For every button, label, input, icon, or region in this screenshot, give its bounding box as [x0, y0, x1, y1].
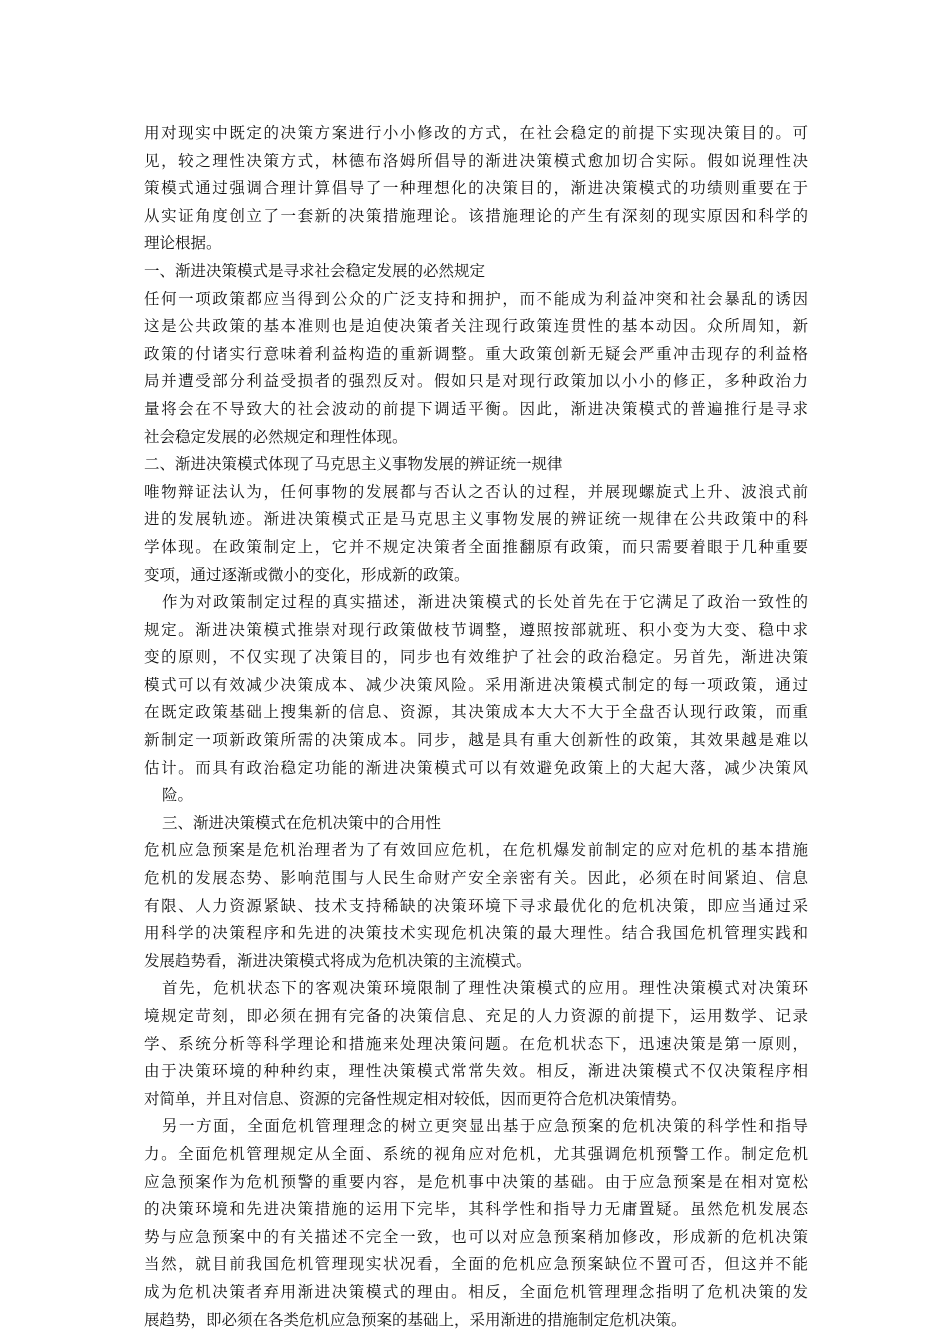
text-line: 危机应急预案是危机治理者为了有效回应危机，在危机爆发前制定的应对危机的基本措施	[144, 841, 808, 860]
text-line: 成为危机决策者弃用渐进决策模式的理由。相反，全面危机管理理念指明了危机决策的发	[144, 1282, 808, 1301]
text-line: 变项，通过逐渐或微小的变化，形成新的政策。	[144, 565, 470, 584]
text-line: 局并遭受部分利益受损者的强烈反对。假如只是对现行政策加以小小的修正，多种政治力	[144, 372, 808, 391]
text-line: 境规定苛刻，即必须在拥有完备的决策信息、充足的人力资源的前提下，运用数学、记录	[144, 1007, 808, 1025]
text-line: 从实证角度创立了一套新的决策措施理论。该措施理论的产生有深刻的现实原因和科学的	[144, 206, 808, 225]
text-line: 学体现。在政策制定上，它并不规定决策者全面推翻原有政策，而只需要着眼于几种重要	[144, 537, 808, 556]
text-line: 规定。渐进决策模式推崇对现行政策做枝节调整，遵照按部就班、积小变为大变、稳中求	[144, 620, 808, 639]
text-line: 势与应急预案中的有关描述不完全一致，也可以对应急预案稍加修改，形成新的危机决策	[144, 1227, 808, 1246]
text-line: 任何一项政策都应当得到公众的广泛支持和拥护，而不能成为利益冲突和社会暴乱的诱因	[144, 289, 808, 308]
text-line: 这是公共政策的基本准则也是迫使决策者关注现行政策连贯性的基本动因。众所周知，新	[144, 317, 808, 336]
text-line: 见，较之理性决策方式，林德布洛姆所倡导的渐进决策模式愈加切合实际。假如说理性决	[144, 151, 808, 170]
text-line: 用对现实中既定的决策方案进行小小修改的方式，在社会稳定的前提下实现决策目的。可	[144, 124, 808, 142]
text-line: 的决策环境和先进决策措施的运用下完毕，其科学性和指导力无庸置疑。虽然危机发展态	[144, 1200, 808, 1219]
text-line: 应急预案作为危机预警的重要内容，是危机事中决策的基础。由于应急预案是在相对宽松	[144, 1172, 808, 1191]
text-line: 进的发展轨迹。渐进决策模式正是马克思主义事物发展的辨证统一规律在公共政策中的科	[144, 510, 808, 529]
text-line: 三、渐进决策模式在危机决策中的合用性	[162, 813, 442, 832]
text-line: 由于决策环境的种种约束，理性决策模式常常失效。相反，渐进决策模式不仅决策程序相	[144, 1062, 808, 1081]
text-line: 有限、人力资源紧缺、技术支持稀缺的决策环境下寻求最优化的危机决策，即应当通过采	[144, 896, 808, 915]
text-line: 策模式通过强调合理计算倡导了一种理想化的决策目的，渐进决策模式的功绩则重要在于	[144, 179, 808, 198]
text-line: 当然，就目前我国危机管理现实状况看，全面的危机应急预案缺位不置可否，但这并不能	[144, 1255, 808, 1274]
text-line: 模式可以有效减少决策成本、减少决策风险。采用渐进决策模式制定的每一项政策，通过	[144, 675, 808, 694]
text-line: 估计。而具有政治稳定功能的渐进决策模式可以有效避免政策上的大起大落，减少决策风	[144, 758, 808, 777]
text-line: 作为对政策制定过程的真实描述，渐进决策模式的长处首先在于它满足了政治一致性的	[162, 593, 808, 612]
text-line: 社会稳定发展的必然规定和理性体现。	[144, 427, 408, 446]
text-line: 险。	[162, 786, 194, 805]
text-line: 对简单，并且对信息、资源的完备性规定相对较低，因而更符合危机决策情势。	[144, 1089, 687, 1108]
text-line: 学、系统分析等科学理论和措施来处理决策问题。在危机状态下，迅速决策是第一原则，	[144, 1034, 808, 1053]
text-line: 用科学的决策程序和先进的决策技术实现危机决策的最大理性。结合我国危机管理实践和	[144, 924, 808, 943]
text-line: 新制定一项新政策所需的决策成本。同步，越是具有重大创新性的政策，其效果越是难以	[144, 731, 808, 750]
text-line: 在既定政策基础上搜集新的信息、资源，其决策成本大大不大于全盘否认现行政策，而重	[144, 703, 808, 722]
text-line: 另一方面，全面危机管理理念的树立更突显出基于应急预案的危机决策的科学性和指导	[162, 1117, 808, 1136]
text-line: 唯物辩证法认为，任何事物的发展都与否认之否认的过程，并展现螺旋式上升、波浪式前	[144, 482, 808, 501]
document-page	[144, 120, 808, 1334]
text-line: 量将会在不导致大的社会波动的前提下调适平衡。因此，渐进决策模式的普遍推行是寻求	[144, 399, 808, 418]
text-line: 发展趋势看，渐进决策模式将成为危机决策的主流模式。	[144, 951, 532, 970]
text-line: 首先，危机状态下的客观决策环境限制了理性决策模式的应用。理性决策模式对决策环	[162, 979, 808, 998]
text-line: 危机的发展态势、影响范围与人民生命财产安全亲密有关。因此，必须在时间紧迫、信息	[144, 869, 808, 888]
text-line: 二、渐进决策模式体现了马克思主义事物发展的辨证统一规律	[144, 455, 563, 474]
text-line: 展趋势，即必须在各类危机应急预案的基础上，采用渐进的措施制定危机决策。	[144, 1310, 687, 1329]
text-line: 变的原则，不仅实现了决策目的，同步也有效维护了社会的政治稳定。另首先，渐进决策	[144, 648, 808, 667]
text-line: 力。全面危机管理规定从全面、系统的视角应对危机，尤其强调危机预警工作。制定危机	[144, 1144, 808, 1163]
text-line: 一、渐进决策模式是寻求社会稳定发展的必然规定	[144, 261, 486, 280]
text-line: 理论根据。	[144, 234, 222, 253]
text-line: 政策的付诸实行意味着利益构造的重新调整。重大政策创新无疑会严重冲击现存的利益格	[144, 344, 808, 363]
